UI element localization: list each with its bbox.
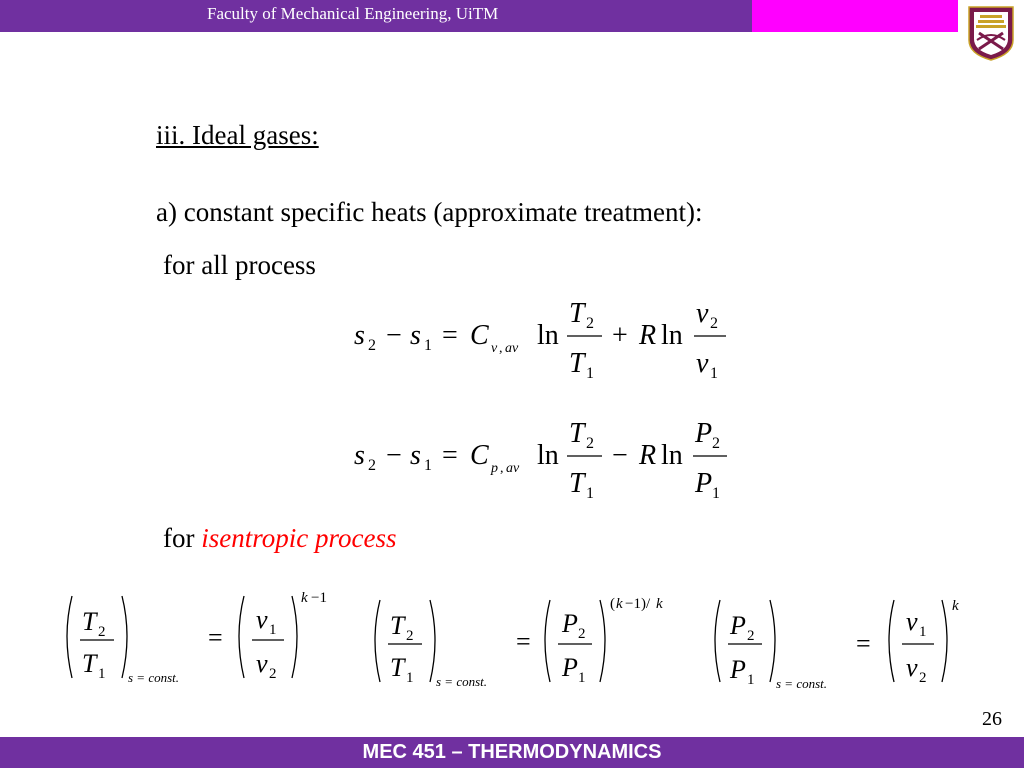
svg-text:v: v — [256, 605, 268, 634]
svg-text:1: 1 — [586, 365, 594, 382]
svg-text:,: , — [499, 341, 503, 356]
footer-title: MEC 451 – THERMODYNAMICS — [362, 741, 662, 763]
svg-text:s = const.: s = const. — [776, 676, 828, 690]
svg-text:1: 1 — [269, 622, 277, 638]
header-accent-bar — [752, 0, 958, 32]
svg-text:2: 2 — [368, 337, 376, 354]
svg-text:R: R — [639, 440, 657, 471]
svg-text:T: T — [390, 653, 405, 682]
uitm-crest-icon — [966, 4, 1016, 62]
svg-text:ln: ln — [661, 440, 683, 471]
svg-text:s: s — [410, 440, 421, 471]
svg-text:k: k — [616, 596, 623, 612]
isentropic-relation-pressure-volume — [706, 588, 968, 690]
svg-text:v: v — [696, 298, 709, 329]
svg-text:2: 2 — [98, 624, 106, 640]
entropy-equation-cp — [350, 412, 740, 504]
svg-text:R: R — [639, 320, 657, 351]
svg-text:−: − — [386, 320, 402, 351]
svg-text:2: 2 — [586, 435, 594, 452]
svg-text:1: 1 — [406, 670, 414, 686]
svg-text:av: av — [505, 341, 519, 356]
svg-text:s: s — [410, 320, 421, 351]
svg-text:T: T — [390, 611, 405, 640]
svg-text:1: 1 — [424, 457, 432, 474]
svg-text:=: = — [442, 320, 458, 351]
svg-text:ln: ln — [537, 440, 559, 471]
svg-text:2: 2 — [269, 666, 277, 682]
svg-text:k: k — [952, 598, 959, 614]
svg-text:1: 1 — [586, 485, 594, 502]
isentropic-relation-temperature-volume — [58, 586, 348, 688]
entropy-equation-cv — [350, 292, 740, 384]
svg-text:−1: −1 — [311, 590, 327, 606]
svg-text:−: − — [386, 440, 402, 471]
svg-text:=: = — [516, 627, 531, 656]
isentropic-prefix: for — [163, 523, 202, 553]
svg-text:−: − — [612, 440, 628, 471]
svg-text:P: P — [562, 653, 578, 682]
svg-text:ln: ln — [537, 320, 559, 351]
svg-text:s: s — [354, 320, 365, 351]
svg-text:T: T — [82, 607, 97, 636]
page-number: 26 — [982, 708, 1002, 730]
svg-text:1: 1 — [712, 485, 720, 502]
svg-text:=: = — [208, 623, 223, 652]
svg-text:P: P — [695, 418, 713, 449]
svg-text:2: 2 — [406, 628, 414, 644]
svg-text:2: 2 — [919, 670, 927, 686]
subsection-line-a: a) constant specific heats (approximate treatment): — [156, 197, 703, 227]
process-line-isentropic — [163, 523, 396, 554]
svg-text:av: av — [506, 461, 520, 476]
svg-text:+: + — [612, 320, 628, 351]
svg-text:C: C — [470, 320, 489, 351]
svg-text:p: p — [491, 461, 498, 476]
svg-text:2: 2 — [747, 628, 755, 644]
svg-text:s: s — [354, 440, 365, 471]
svg-text:1: 1 — [710, 365, 718, 382]
svg-text:1: 1 — [578, 670, 586, 686]
svg-text:=: = — [442, 440, 458, 471]
svg-text:T: T — [569, 418, 585, 449]
svg-text:2: 2 — [586, 315, 594, 332]
isentropic-relation-temperature-pressure — [366, 588, 686, 690]
svg-text:P: P — [730, 611, 746, 640]
svg-text:s = const.: s = const. — [128, 670, 180, 685]
svg-text:v: v — [906, 653, 918, 682]
svg-text:T: T — [569, 468, 585, 499]
svg-text:2: 2 — [368, 457, 376, 474]
svg-text:1: 1 — [747, 672, 755, 688]
svg-text:ln: ln — [661, 320, 683, 351]
svg-text:k: k — [301, 590, 308, 606]
svg-text:k: k — [656, 596, 663, 612]
svg-text:C: C — [470, 440, 489, 471]
process-line-all: for all process — [163, 250, 316, 280]
svg-text:v: v — [256, 649, 268, 678]
svg-text:1: 1 — [919, 624, 927, 640]
section-heading: iii. Ideal gases: — [156, 120, 319, 150]
svg-text:T: T — [569, 298, 585, 329]
svg-text:(: ( — [610, 596, 615, 612]
svg-text:T: T — [569, 348, 585, 379]
svg-text:1: 1 — [424, 337, 432, 354]
svg-text:v: v — [906, 607, 918, 636]
svg-text:2: 2 — [712, 435, 720, 452]
svg-text:P: P — [695, 468, 713, 499]
svg-text:T: T — [82, 649, 97, 678]
svg-text:2: 2 — [710, 315, 718, 332]
svg-text:s = const.: s = const. — [436, 674, 488, 689]
header-title: Faculty of Mechanical Engineering, UiTM — [207, 4, 499, 23]
svg-text:2: 2 — [578, 626, 586, 642]
svg-text:1: 1 — [98, 666, 106, 682]
svg-text:−1)/: −1)/ — [625, 596, 651, 612]
svg-text:P: P — [730, 655, 746, 684]
svg-text:v: v — [696, 348, 709, 379]
svg-text:v: v — [491, 341, 498, 356]
svg-text:P: P — [562, 609, 578, 638]
svg-text:=: = — [856, 629, 871, 658]
svg-text:,: , — [500, 461, 504, 476]
isentropic-emphasis: isentropic process — [201, 523, 397, 553]
